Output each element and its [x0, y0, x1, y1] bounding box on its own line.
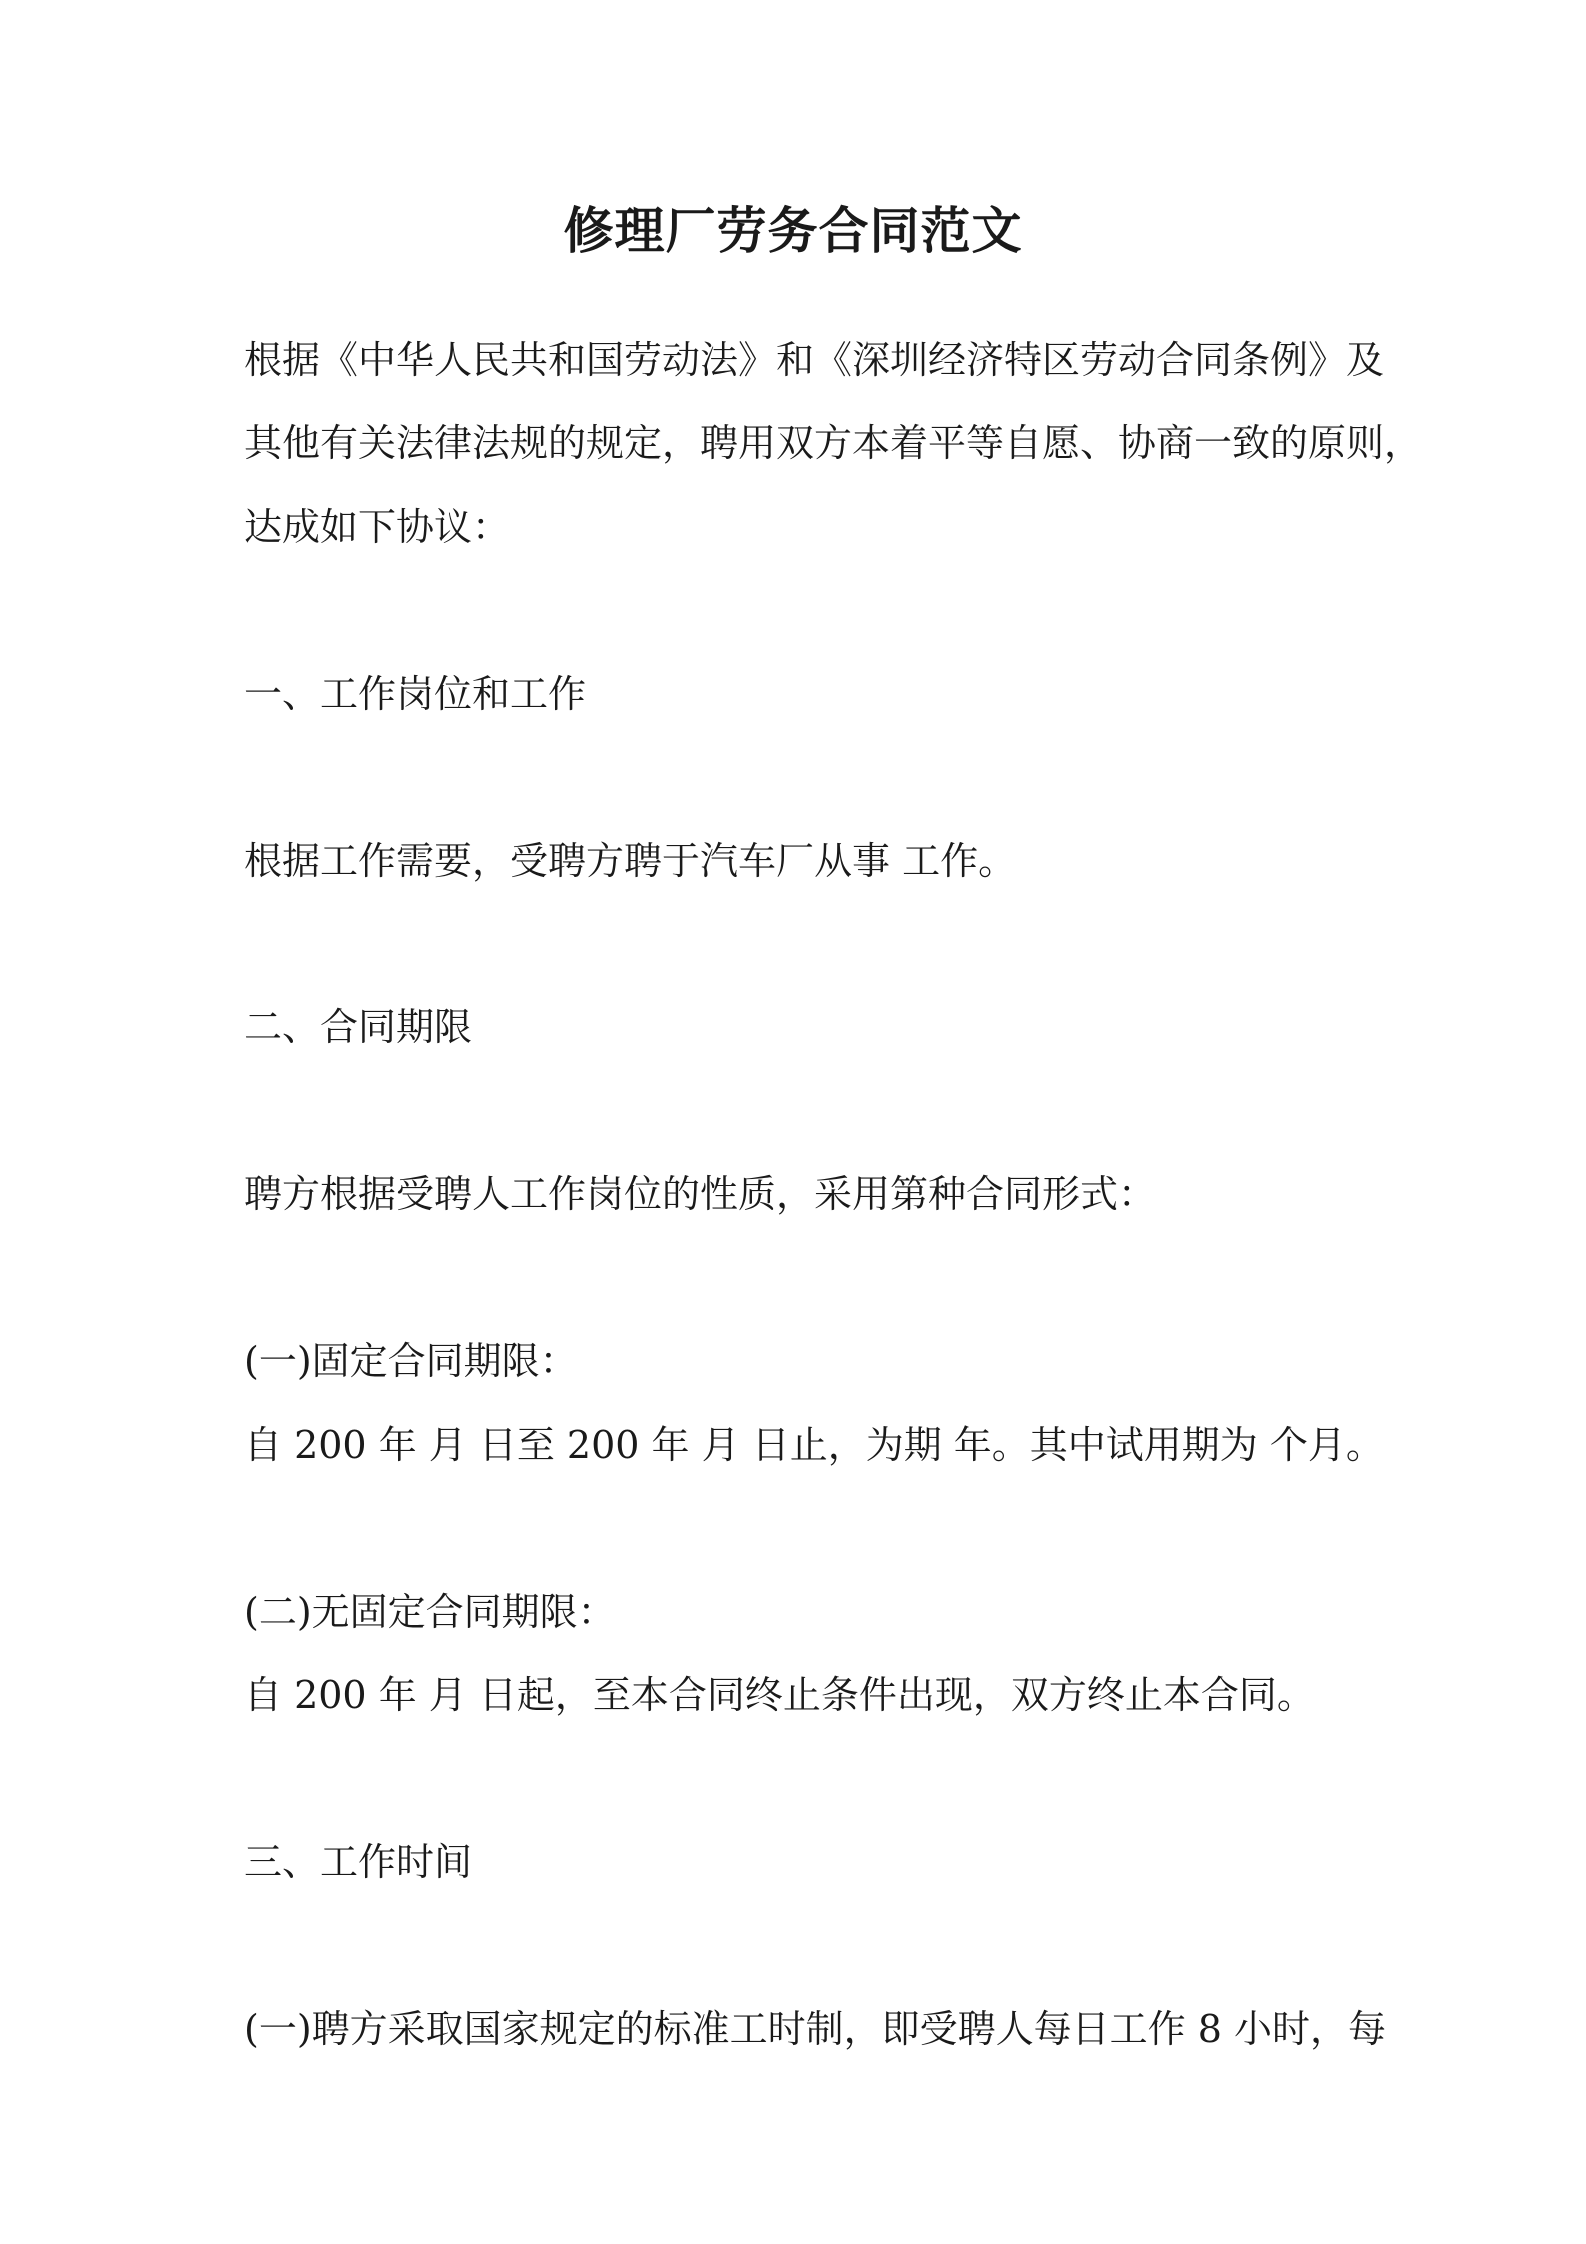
subsection-fixed-term-heading: (一)固定合同期限：	[244, 1339, 578, 1383]
document-title: 修理厂劳务合同范文	[563, 201, 1023, 260]
subsection-open-term-heading: (二)无固定合同期限：	[244, 1590, 616, 1634]
section-1-body: 根据工作需要，受聘方聘于汽车厂从事 工作。	[244, 839, 1017, 883]
section-3-item-1: (一)聘方采取国家规定的标准工时制，即受聘人每日工作 8 小时，每	[244, 2007, 1386, 2051]
section-2-intro: 聘方根据受聘人工作岗位的性质，采用第种合同形式：	[244, 1172, 1157, 1216]
preamble-line-2: 其他有关法律法规的规定，聘用双方本着平等自愿、协商一致的原则，	[244, 421, 1423, 465]
section-heading-1: 一、工作岗位和工作	[244, 672, 587, 716]
preamble-line-1: 根据《中华人民共和国劳动法》和《深圳经济特区劳动合同条例》及	[244, 338, 1385, 382]
section-heading-3: 三、工作时间	[244, 1840, 473, 1884]
section-heading-2: 二、合同期限	[244, 1005, 473, 1049]
subsection-fixed-term-body: 自 200 年 月 日至 200 年 月 日止，为期 年。其中试用期为 个月。	[244, 1423, 1384, 1467]
subsection-open-term-body: 自 200 年 月 日起，至本合同终止条件出现，双方终止本合同。	[244, 1673, 1315, 1717]
preamble-line-3: 达成如下协议：	[244, 505, 511, 549]
